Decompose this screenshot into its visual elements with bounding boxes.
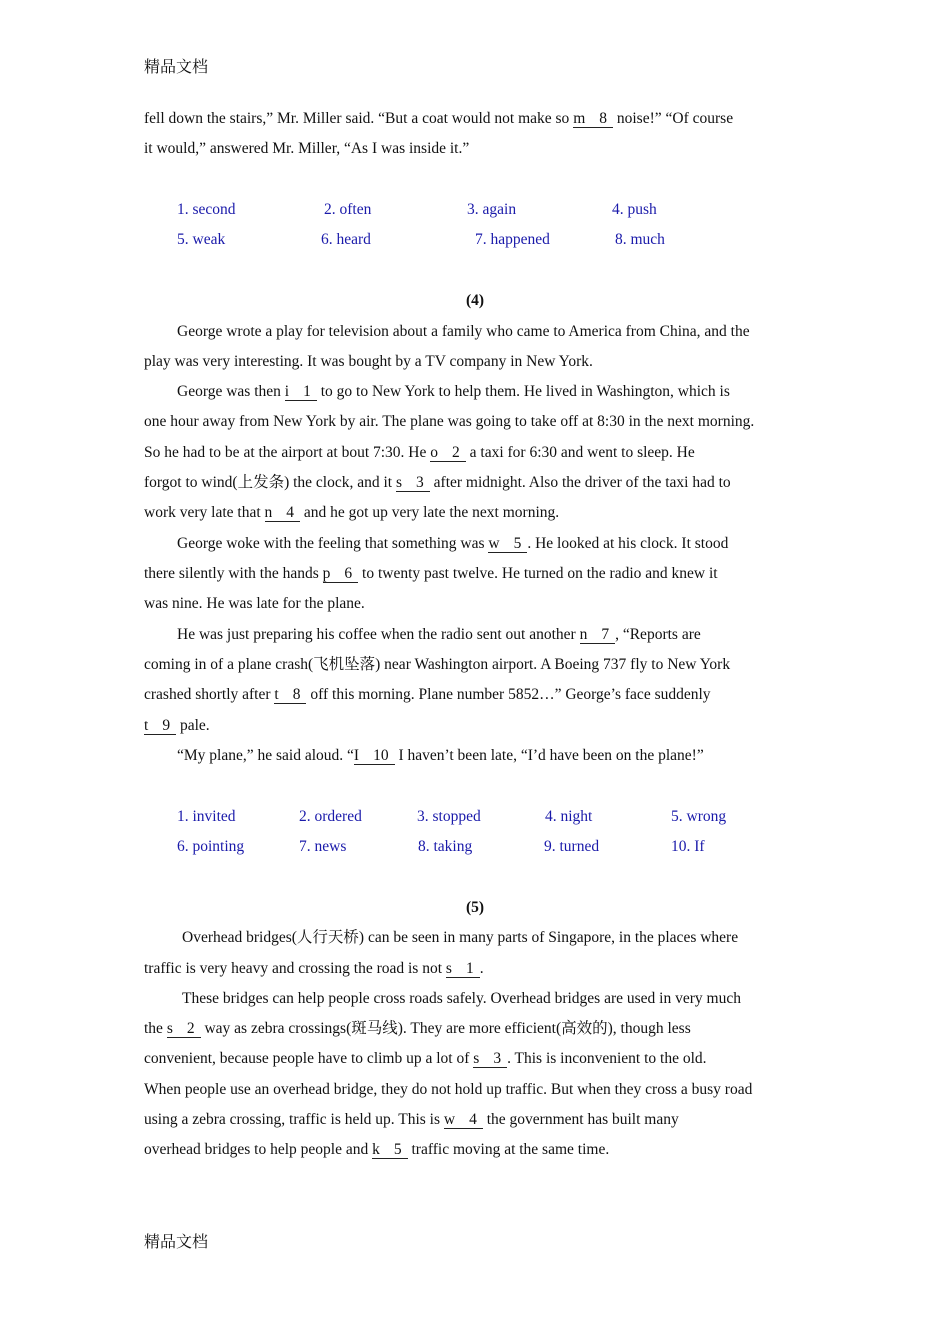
answer: 1. second [177, 201, 236, 218]
blank-4: w 4 [444, 1112, 483, 1129]
blank-9: t 9 [144, 718, 176, 735]
answer: 2. ordered [299, 808, 362, 825]
text-line: crashed shortly after t 8 off this morning. Plane number 5852…” George’s face suddenly [144, 686, 711, 703]
blank-5: k 5 [372, 1142, 408, 1159]
blank-3: s 3 [473, 1051, 507, 1068]
answer: 6. heard [321, 231, 371, 248]
page-header: 精品文档 [144, 59, 209, 76]
text-line: work very late that n 4 and he got up very late the next morning. [144, 504, 560, 521]
text-line: the s 2 way as zebra crossings(斑马线). They are more efficient(高效的), though less [144, 1020, 691, 1037]
text-line: convenient, because people have to climb up a lot of s 3 . This is inconvenient to the old. [144, 1050, 707, 1067]
text-line: fell down the stairs,” Mr. Miller said. “But a coat would not make so m 8 noise!” “Of course [144, 110, 734, 127]
section-heading: (5) [465, 899, 485, 916]
text-line: George was then i 1 to go to New York to help them. He lived in Washington, which is [177, 383, 730, 400]
text-line: He was just preparing his coffee when the radio sent out another n 7 , “Reports are [177, 626, 701, 643]
blank-2: o 2 [430, 445, 466, 462]
answer: 5. wrong [671, 808, 727, 825]
text-line: When people use an overhead bridge, they do not hold up traffic. But when they cross a busy road [144, 1081, 753, 1098]
text-line: traffic is very heavy and crossing the road is not s 1 . [144, 960, 484, 977]
blank-8: t 8 [274, 687, 306, 704]
text-line: George wrote a play for television about a family who came to America from China, and the [177, 323, 750, 340]
text-line: “My plane,” he said aloud. “I 10 I haven’t been late, “I’d have been on the plane!” [177, 747, 704, 764]
answer: 4. night [545, 808, 593, 825]
answer: 7. happened [475, 231, 550, 248]
text-line: was nine. He was late for the plane. [144, 595, 365, 612]
text-line: t 9 pale. [144, 717, 210, 734]
answer: 1. invited [177, 808, 236, 825]
answer: 10. If [671, 838, 705, 855]
answer: 2. often [324, 201, 372, 218]
blank-6: p 6 [323, 566, 359, 583]
answer: 8. much [615, 231, 665, 248]
text-line: George woke with the feeling that something was w 5 . He looked at his clock. It stood [177, 535, 729, 552]
answer: 3. stopped [417, 808, 481, 825]
answer: 9. turned [544, 838, 600, 855]
blank-10: I 10 [354, 748, 395, 765]
text-line: forgot to wind(上发条) the clock, and it s 3 after midnight. Also the driver of the taxi had to [144, 474, 731, 491]
answer: 3. again [467, 201, 517, 218]
text-line: Overhead bridges(人行天桥) can be seen in many parts of Singapore, in the places where [182, 929, 739, 946]
blank-1: i 1 [285, 384, 317, 401]
blank-4: n 4 [265, 505, 301, 522]
text-line: one hour away from New York by air. The plane was going to take off at 8:30 in the next morning. [144, 413, 755, 430]
text-line: coming in of a plane crash(飞机坠落) near Washington airport. A Boeing 737 fly to New York [144, 656, 731, 673]
answer: 7. news [299, 838, 347, 855]
page-footer: 精品文档 [144, 1234, 209, 1251]
blank-7: n 7 [580, 627, 616, 644]
text-line: it would,” answered Mr. Miller, “As I was inside it.” [144, 140, 470, 157]
text-line: using a zebra crossing, traffic is held up. This is w 4 the government has built many [144, 1111, 679, 1128]
text-line: These bridges can help people cross roads safely. Overhead bridges are used in very much [182, 990, 741, 1007]
answer: 5. weak [177, 231, 226, 248]
blank-5: w 5 [488, 536, 527, 553]
answer: 8. taking [418, 838, 473, 855]
section-heading: (4) [465, 292, 485, 309]
blank-8: m 8 [573, 111, 613, 128]
text-line: play was very interesting. It was bought by a TV company in New York. [144, 353, 593, 370]
answer: 6. pointing [177, 838, 245, 855]
blank-2: s 2 [167, 1021, 201, 1038]
answer: 4. push [612, 201, 657, 218]
blank-1: s 1 [446, 961, 480, 978]
text-line: there silently with the hands p 6 to twenty past twelve. He turned on the radio and knew it [144, 565, 718, 582]
blank-3: s 3 [396, 475, 430, 492]
text-line: So he had to be at the airport at bout 7:30. He o 2 a taxi for 6:30 and went to sleep. He [144, 444, 695, 461]
text-line: overhead bridges to help people and k 5 traffic moving at the same time. [144, 1141, 610, 1158]
